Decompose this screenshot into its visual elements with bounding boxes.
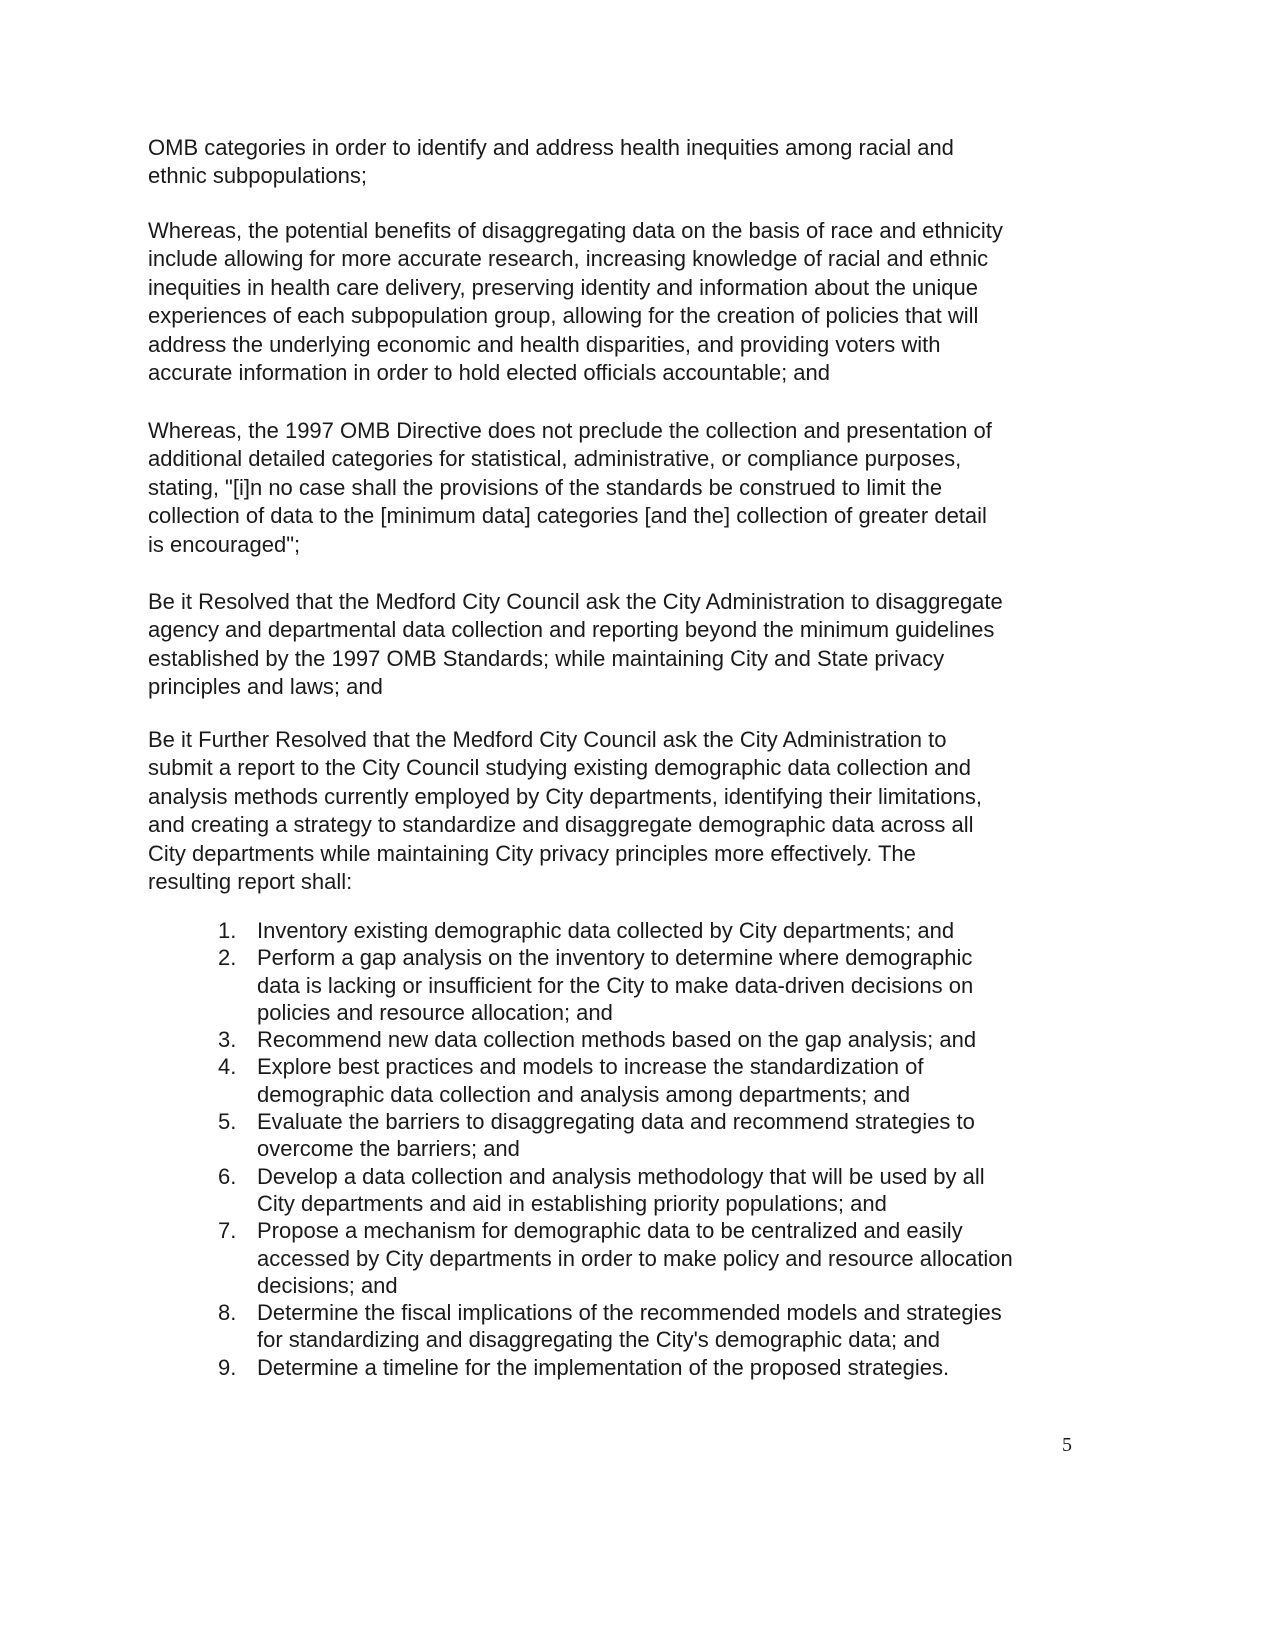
text-line: overcome the barriers; and bbox=[257, 1136, 520, 1162]
text-line: data is lacking or insufficient for the City to make data-driven decisions on bbox=[257, 972, 974, 998]
text-line: is encouraged"; bbox=[148, 531, 301, 557]
list-item bbox=[218, 1163, 1118, 1218]
text-line: established by the 1997 OMB Standards; while maintaining City and State privacy bbox=[148, 645, 945, 671]
text-line: include allowing for more accurate research, increasing knowledge of racial and ethnic bbox=[148, 246, 989, 272]
list-item bbox=[218, 1053, 1118, 1108]
list-item bbox=[218, 1026, 1118, 1053]
text-line: Be it Resolved that the Medford City Council ask the City Administration to disaggregate bbox=[148, 589, 1003, 614]
text-line: policies and resource allocation; and bbox=[257, 999, 613, 1025]
text-line: Determine a timeline for the implementation of the proposed strategies. bbox=[257, 1354, 950, 1380]
list-number: 3. bbox=[218, 1027, 237, 1053]
text-line: principles and laws; and bbox=[148, 674, 383, 700]
list-item bbox=[218, 944, 1118, 1026]
text-line: Recommend new data collection methods based on the gap analysis; and bbox=[257, 1027, 977, 1053]
text-line: submit a report to the City Council studying existing demographic data collection and bbox=[148, 755, 972, 781]
list-item bbox=[218, 1354, 1118, 1381]
text-line: address the underlying economic and health disparities, and providing voters with bbox=[148, 331, 941, 357]
text-line: Perform a gap analysis on the inventory to determine where demographic bbox=[257, 945, 973, 971]
text-line: Whereas, the potential benefits of disaggregating data on the basis of race and ethnicity bbox=[148, 218, 1003, 243]
text-line: Inventory existing demographic data collected by City departments; and bbox=[257, 918, 955, 943]
text-line: ethnic subpopulations; bbox=[148, 163, 367, 189]
text-line: analysis methods currently employed by City departments, identifying their limitations, bbox=[148, 783, 982, 809]
list-number: 9. bbox=[218, 1354, 237, 1380]
text-line: stating, "[i]n no case shall the provisions of the standards be construed to limit the bbox=[148, 474, 943, 500]
text-line: Be it Further Resolved that the Medford City Council ask the City Administration to bbox=[148, 727, 947, 752]
text-line: Explore best practices and models to increase the standardization of bbox=[257, 1054, 924, 1080]
text-line: demographic data collection and analysis among departments; and bbox=[257, 1081, 911, 1107]
paragraph bbox=[148, 217, 1148, 387]
text-line: for standardizing and disaggregating the City's demographic data; and bbox=[257, 1327, 940, 1353]
paragraph bbox=[148, 588, 1148, 702]
list-number: 8. bbox=[218, 1300, 237, 1326]
list-number: 1. bbox=[218, 918, 237, 943]
text-line: Propose a mechanism for demographic data to be centralized and easily bbox=[257, 1218, 963, 1244]
text-line: resulting report shall: bbox=[148, 868, 353, 894]
numbered-list bbox=[218, 917, 1118, 1381]
paragraph bbox=[148, 134, 1148, 191]
text-line: inequities in health care delivery, preserving identity and information about the unique bbox=[148, 274, 978, 300]
list-item bbox=[218, 1217, 1118, 1299]
paragraph bbox=[148, 417, 1148, 559]
text-line: Develop a data collection and analysis methodology that will be used by all bbox=[257, 1163, 985, 1189]
list-number: 6. bbox=[218, 1163, 237, 1189]
list-item bbox=[218, 1299, 1118, 1354]
text-line: agency and departmental data collection and reporting beyond the minimum guidelines bbox=[148, 617, 995, 643]
list-item bbox=[218, 917, 1118, 944]
list-number: 2. bbox=[218, 945, 237, 971]
text-line: and creating a strategy to standardize and disaggregate demographic data across all bbox=[148, 812, 974, 838]
list-number: 5. bbox=[218, 1109, 237, 1135]
page-number: 5 bbox=[1062, 1434, 1072, 1456]
text-line: Whereas, the 1997 OMB Directive does not preclude the collection and presentation of bbox=[148, 418, 992, 443]
text-line: Evaluate the barriers to disaggregating data and recommend strategies to bbox=[257, 1109, 975, 1135]
list-number: 4. bbox=[218, 1054, 237, 1080]
text-line: collection of data to the [minimum data] categories [and the] collection of greater detail bbox=[148, 503, 987, 529]
text-line: City departments and aid in establishing priority populations; and bbox=[257, 1190, 887, 1216]
text-line: additional detailed categories for statistical, administrative, or compliance purposes, bbox=[148, 446, 962, 472]
text-line: accessed by City departments in order to make policy and resource allocation bbox=[257, 1245, 1013, 1271]
text-line: City departments while maintaining City privacy principles more effectively. The bbox=[148, 840, 916, 866]
text-line: OMB categories in order to identify and address health inequities among racial and bbox=[148, 135, 954, 160]
text-line: experiences of each subpopulation group, allowing for the creation of policies that will bbox=[148, 303, 979, 329]
list-item bbox=[218, 1108, 1118, 1163]
paragraph bbox=[148, 726, 1148, 896]
text-line: Determine the fiscal implications of the recommended models and strategies bbox=[257, 1300, 1002, 1326]
text-line: accurate information in order to hold elected officials accountable; and bbox=[148, 359, 831, 385]
text-line: decisions; and bbox=[257, 1272, 398, 1298]
list-number: 7. bbox=[218, 1218, 237, 1244]
